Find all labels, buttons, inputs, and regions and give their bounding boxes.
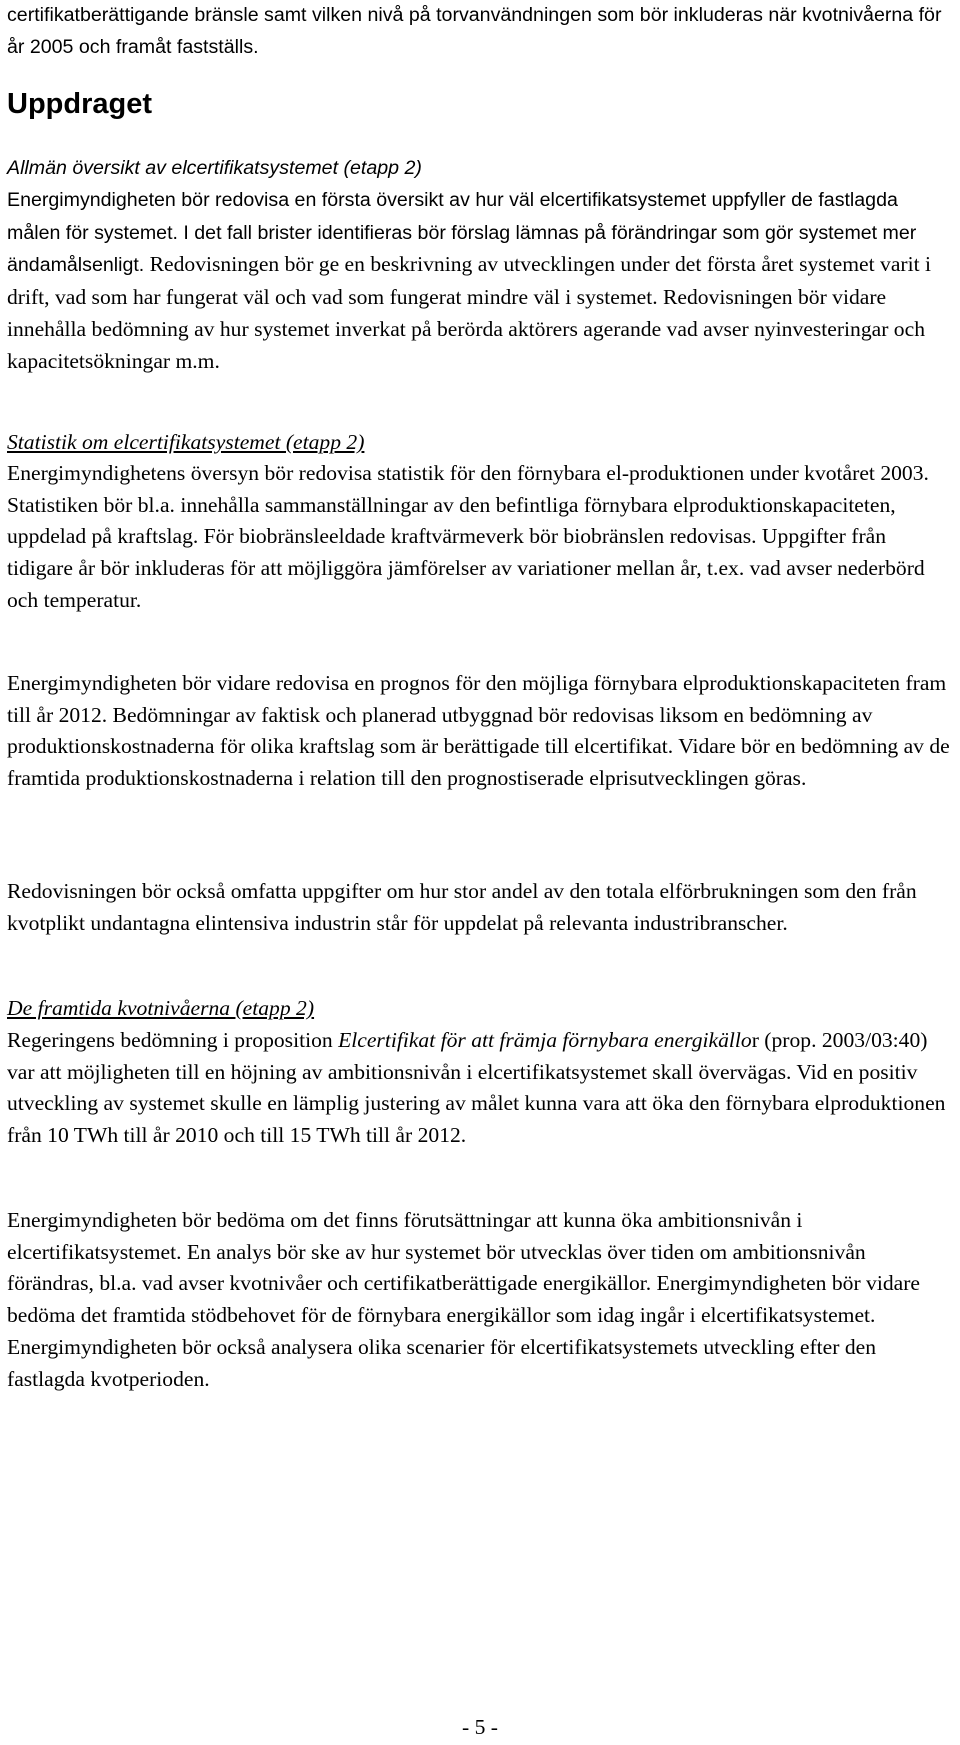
subsection-title-statistics: Statistik om elcertifikatsystemet (etapp 2)	[7, 430, 365, 454]
subsection-title-quota: De framtida kvotnivåerna (etapp 2)	[7, 996, 315, 1020]
quota-p1-before: Regeringens bedömning i proposition	[7, 1028, 339, 1052]
statistics-paragraph-2: Energimyndigheten bör vidare redovisa en prognos för den möjliga förnybara elproduktionskapaciteten fram till år 2012. Bedömningar av faktisk och planerad utbyggnad bör redovisas liksom en bedömning av produktionskostnaderna för olika kraftslag som är berättigade till elcertifikat. Vidare bör en bedömning av de framtida produktionskostnaderna i relation till den prognostiserade elprisutvecklingen göras.	[7, 671, 950, 791]
page-number: - 5 -	[462, 1715, 498, 1739]
quota-p1-after: r (prop. 2003/03:40) var att möjligheten till en höjning av ambitionsnivån i elcertifikatsystemet skall övervägas. Vid en positiv utveckling av systemet skulle en lämplig justering av målet kunna vara att öka den förnybara elproduktionen från 10 TWh till år 2010 och till 15 TWh till år 2012.	[7, 1028, 946, 1148]
overview-sans-text: Energimyndigheten bör redovisa en första översikt av hur väl elcertifikatsystemet uppfyller de fastlagda målen för systemet. I det fall brister identifieras bör förslag lämnas på förändringar som gör systemet mer ändamålsenligt.	[7, 189, 917, 277]
statistics-paragraph-3: Redovisningen bör också omfatta uppgifter om hur stor andel av den totala elförbrukningen som den från kvotplikt undantagna elintensiva industrin står för uppdelat på relevanta industribranscher.	[7, 879, 917, 935]
section-heading: Uppdraget	[7, 88, 152, 120]
overview-paragraph	[7, 184, 953, 377]
proposition-title: Elcertifikat för att främja förnybara energikällo	[338, 1028, 752, 1052]
intro-paragraph: certifikatberättigande bränsle samt vilken nivå på torvanvändningen som bör inkluderas när kvotnivåerna för år 2005 och framåt fastställs.	[7, 4, 942, 58]
statistics-paragraph-1: Energimyndighetens översyn bör redovisa statistik för den förnybara el-produktionen under kvotåret 2003. Statistiken bör bl.a. innehålla sammanställningar av den befintliga förnybara elproduktionskapaciteten, uppdelad på kraftslag. För biobränsleeldade kraftvärmeverk bör biobränslen redovisas. Uppgifter från tidigare år bör inkluderas för att möjliggöra jämförelser av variationer mellan år, t.ex. vad avser nederbörd och temperatur.	[7, 461, 929, 612]
quota-paragraph-2: Energimyndigheten bör bedöma om det finns förutsättningar att kunna öka ambitionsnivån i elcertifikatsystemet. En analys bör ske av hur systemet bör utvecklas över tiden om ambitionsnivån förändras, bl.a. vad avser kvotnivåer och certifikatberättigade energikällor. Energimyndigheten bör vidare bedöma det framtida stödbehovet för de förnybara energikällor som idag ingår i elcertifikatsystemet. Energimyndigheten bör också analysera olika scenarier för elcertifikatsystemets utveckling efter den fastlagda kvotperioden.	[7, 1208, 920, 1391]
subsection-title-overview: Allmän översikt av elcertifikatsystemet (etapp 2)	[7, 157, 422, 179]
overview-serif-text: Redovisningen bör ge en beskrivning av utvecklingen under det första året systemet varit i drift, vad som har fungerat väl och vad som fungerat mindre väl i systemet. Redovisningen bör vidare innehålla bedömning av hur systemet inverkat på berörda aktörers agerande vad avser nyinvesteringar och kapacitetsökningar m.m.	[7, 252, 932, 373]
quota-paragraph-1	[7, 1025, 953, 1152]
